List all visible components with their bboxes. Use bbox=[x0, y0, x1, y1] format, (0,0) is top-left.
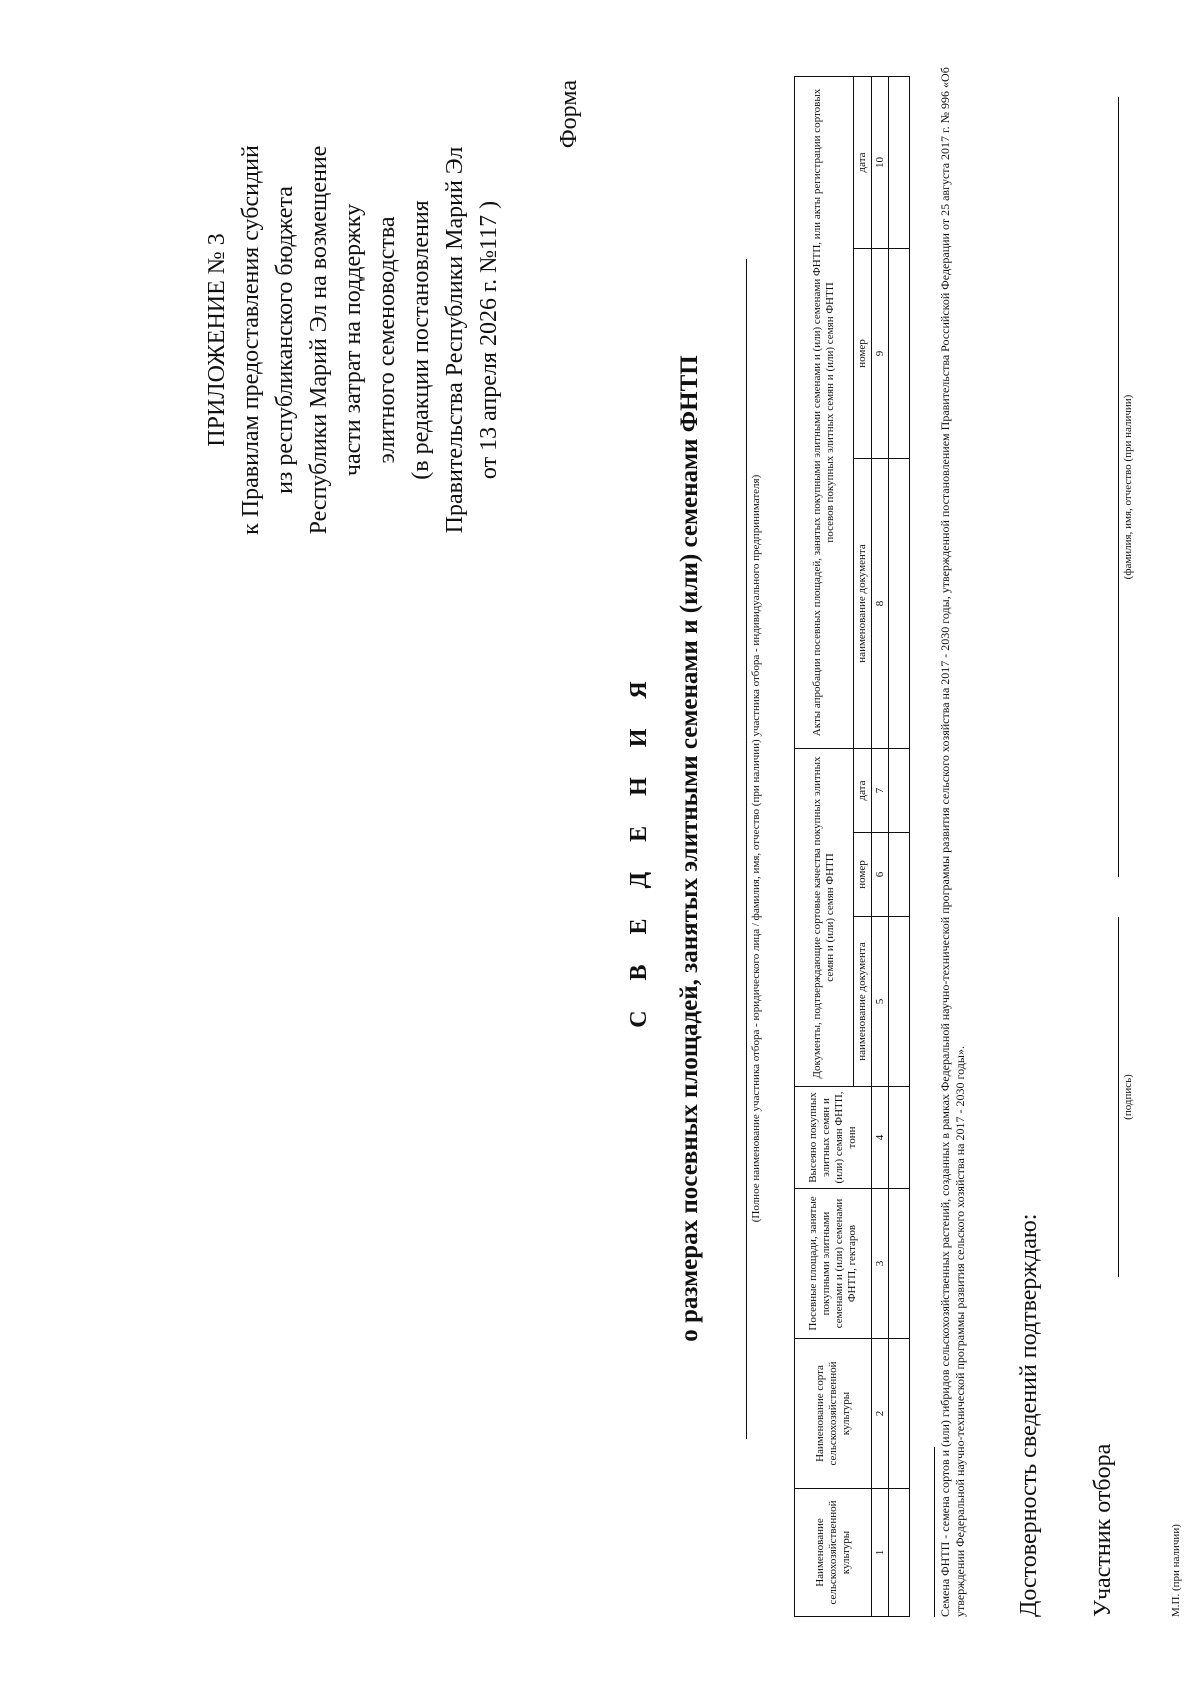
header-quality-documents: Документы, подтверждающие сортовые качества покупных элитных семян и (или) семян ФНТП bbox=[795, 748, 854, 1086]
document-title: С В Е Д Е Н И Я bbox=[626, 669, 652, 1028]
column-number: 7 bbox=[872, 748, 889, 832]
table-cell bbox=[889, 748, 910, 832]
subheader-date: дата bbox=[854, 748, 872, 832]
appendix-line: от 13 апреля 2026 г. №117 ) bbox=[476, 200, 502, 480]
table-cell bbox=[889, 1489, 910, 1617]
organization-name-line bbox=[746, 259, 747, 1439]
appendix-header bbox=[200, 80, 506, 600]
subheader-number: номер bbox=[854, 833, 872, 917]
column-number: 4 bbox=[872, 1087, 889, 1189]
appendix-line: Правительства Республики Марий Эл bbox=[442, 146, 468, 534]
header-crop-name: Наименование сельскохозяйственной культуры bbox=[795, 1489, 872, 1617]
column-number: 1 bbox=[872, 1489, 889, 1617]
participant-label: Участник отбора bbox=[1090, 1443, 1116, 1617]
header-variety-name: Наименование сорта сельскохозяйственной культуры bbox=[795, 1339, 872, 1489]
confirmation-text: Достоверность сведений подтверждаю: bbox=[1016, 1213, 1042, 1617]
table-row bbox=[889, 76, 910, 1616]
full-name-line bbox=[1118, 97, 1119, 877]
table-cell bbox=[889, 1189, 910, 1339]
table-cell bbox=[889, 1339, 910, 1489]
organization-caption: (Полное наименование участника отбора - юридического лица / фамилия, имя, отчество (при наличии) участника отбора - индивидуального предпринимателя) bbox=[750, 474, 762, 1223]
appendix-line: части затрат на поддержку bbox=[340, 203, 366, 477]
table-cell bbox=[889, 1087, 910, 1189]
footnote: Семена ФНТП - семена сортов и (или) гибридов сельскохозяйственных растений, созданных в рамках Федеральной научно-технической программы развития сельского хозяйства на 2017 - 2030 годы, утвержденной постановлением Правительства Российской Федерации от 25 августа 2017 г. № 996 «Об утверждении Федеральной научно-технической программы развития сельского хозяйства на 2017 - 2030 годы». bbox=[938, 67, 967, 1617]
full-name-caption: (фамилия, имя, отчество (при наличии) bbox=[1122, 394, 1134, 580]
header-sown-amount: Высеяно покупных элитных семян и (или) семян ФНТП, тонн bbox=[795, 1087, 872, 1189]
document-subtitle: о размерах посевных площадей, занятых элитными семенами и (или) семенами ФНТП bbox=[676, 355, 703, 1342]
data-table bbox=[794, 76, 910, 1617]
appendix-line: из республиканского бюджета bbox=[272, 186, 298, 494]
footnote-rule bbox=[934, 1447, 935, 1617]
table-cell bbox=[889, 917, 910, 1087]
column-number: 6 bbox=[872, 833, 889, 917]
subheader-document-name: наименование документа bbox=[854, 458, 872, 748]
subheader-number: номер bbox=[854, 248, 872, 458]
column-number: 3 bbox=[872, 1189, 889, 1339]
signature-caption: (подпись) bbox=[1122, 1074, 1134, 1120]
appendix-line: (в редакции постановления bbox=[408, 200, 434, 480]
column-number: 10 bbox=[872, 76, 889, 248]
column-number: 2 bbox=[872, 1339, 889, 1489]
header-approbation-acts: Акты апробации посевных площадей, занятых покупными элитными семенами и (или) семенами ФНТП, или акты регистрации сортовых посевов покупных элитных семян и (или) семян ФНТП bbox=[795, 76, 854, 748]
table-cell bbox=[889, 248, 910, 458]
column-numbers-row bbox=[872, 76, 889, 1616]
appendix-line: ПРИЛОЖЕНИЕ № 3 bbox=[204, 233, 230, 447]
table-cell bbox=[889, 458, 910, 748]
column-number: 5 bbox=[872, 917, 889, 1087]
form-label: Форма bbox=[556, 80, 582, 149]
column-number: 8 bbox=[872, 458, 889, 748]
subheader-document-name: наименование документа bbox=[854, 917, 872, 1087]
table-cell bbox=[889, 833, 910, 917]
subheader-date: дата bbox=[854, 76, 872, 248]
appendix-line: Республики Марий Эл на возмещение bbox=[306, 145, 332, 535]
stamp-caption: М.П. (при наличии) bbox=[1170, 1524, 1182, 1617]
column-number: 9 bbox=[872, 248, 889, 458]
appendix-line: к Правилам предоставления субсидий bbox=[238, 145, 264, 535]
signature-line bbox=[1118, 917, 1119, 1277]
table-cell bbox=[889, 76, 910, 248]
header-area: Посевные площади, занятые покупными элитными семенами и (или) семенами ФНТП, гектаров bbox=[795, 1189, 872, 1339]
appendix-line: элитного семеноводства bbox=[374, 216, 400, 464]
